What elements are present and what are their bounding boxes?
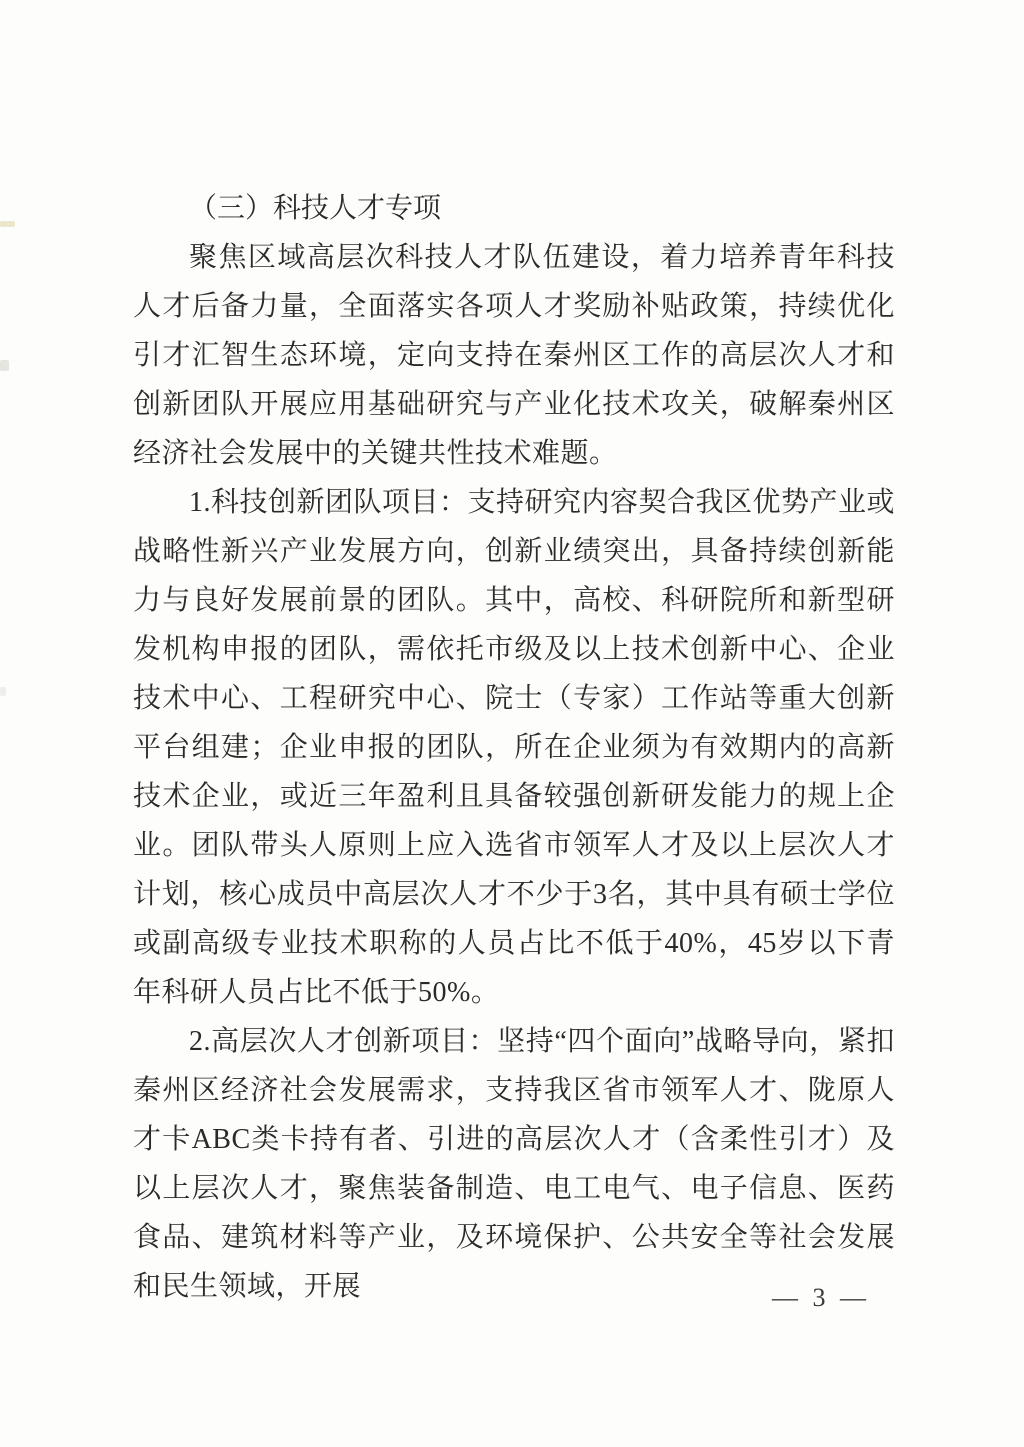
page-number: — 3 — [772, 1283, 870, 1312]
scan-artifact [0, 687, 6, 696]
section-heading: （三）科技人才专项 [189, 193, 442, 224]
paragraph-tech-innovation-team-project: 1.科技创新团队项目：支持研究内容契合我区优势产业或战略性新兴产业发展方向，创新业绩突出，具备持续创新能力与良好发展前景的团队。其中，高校、科研院所和新型研发机构申报的团队，需依托市级及以上技术创新中心、企业技术中心、工程研究中心、院士（专家）工作站等重大创新平台组建；企业申报的团队，所在企业须为有效期内的高新技术企业，或近三年盈利且具备较强创新研发能力的规上企业。团队带头人原则上应入选省市领军人才及以上层次人才计划，核心成员中高层次人才不少于3名，其中具有硕士学位或副高级专业技术职称的人员占比不低于40%，45岁以下青年科研人员占比不低于50%。 [133, 487, 896, 1008]
paragraph-high-level-talent-project: 2.高层次人才创新项目：坚持“四个面向”战略导向，紧扣秦州区经济社会发展需求，支持我区省市领军人才、陇原人才卡ABC类卡持有者、引进的高层次人才（含柔性引才）及以上层次人才，聚焦装备制造、电工电气、电子信息、医药食品、建筑材料等产业，及环境保护、公共安全等社会发展和民生领域，开展 [133, 1026, 895, 1302]
document-body [133, 184, 895, 1311]
paragraph-overview: 聚焦区域高层次科技人才队伍建设，着力培养青年科技人才后备力量，全面落实各项人才奖励补贴政策，持续优化引才汇智生态环境，定向支持在秦州区工作的高层次人才和创新团队开展应用基础研究与产业化技术攻关，破解秦州区经济社会发展中的关键共性技术难题。 [133, 242, 895, 469]
scan-artifact [0, 221, 15, 227]
scan-artifact [0, 360, 9, 371]
